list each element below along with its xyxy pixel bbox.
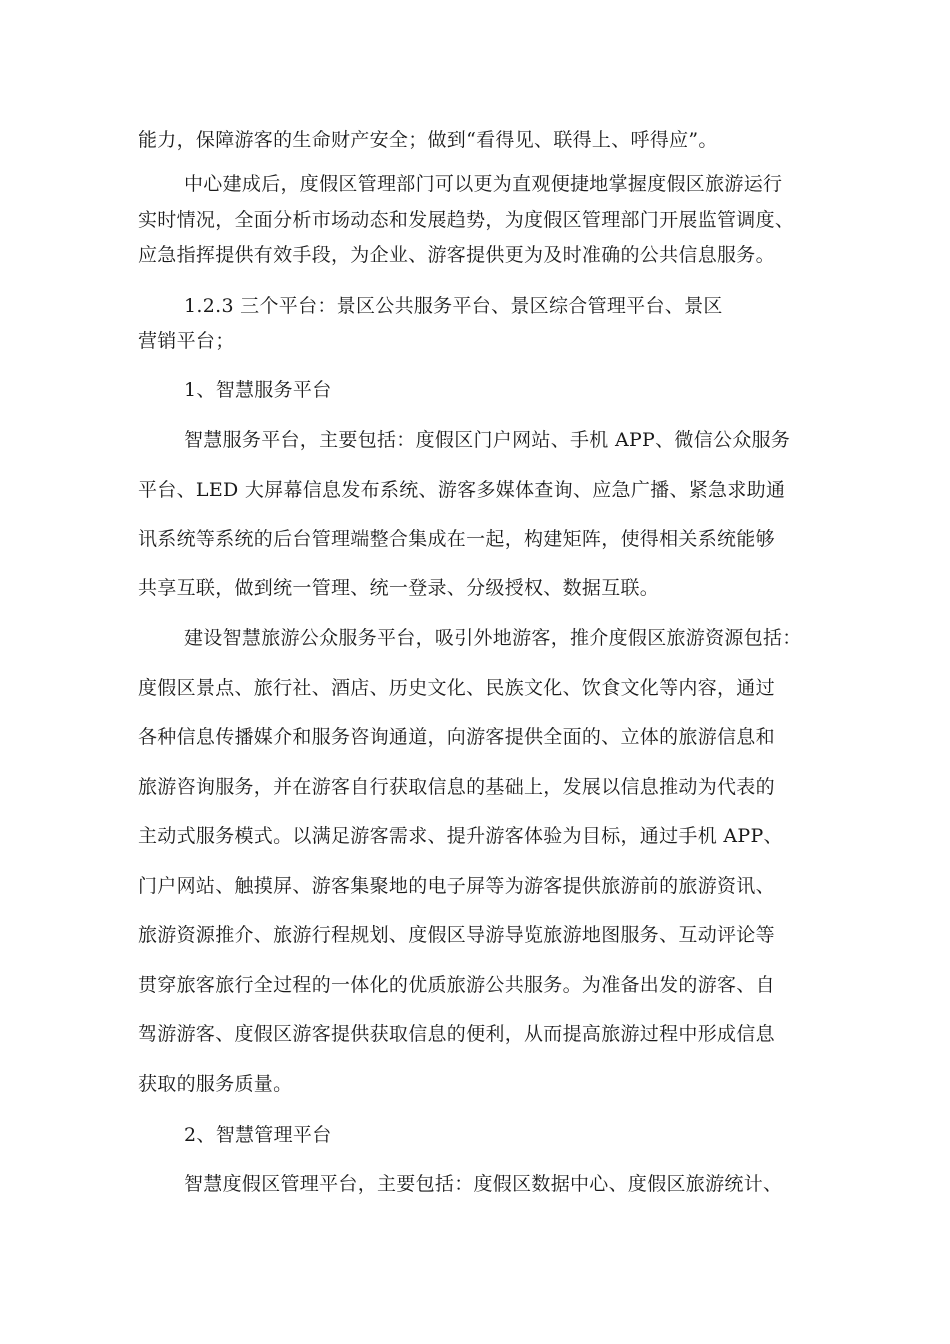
text-line: 贯穿旅客旅行全过程的一体化的优质旅游公共服务。为准备出发的游客、自 [138,974,775,996]
section-heading-continued: 营销平台； [138,330,235,352]
text-line: 驾游游客、度假区游客提供获取信息的便利，从而提高旅游过程中形成信息 [138,1023,775,1045]
text-line: 旅游咨询服务，并在游客自行获取信息的基础上，发展以信息推动为代表的 [138,776,775,798]
subsection-heading: 2、智慧管理平台 [184,1124,332,1146]
paragraph-first-line: 建设智慧旅游公众服务平台，吸引外地游客，推介度假区旅游资源包括： [184,627,802,649]
text-line: 门户网站、触摸屏、游客集聚地的电子屏等为游客提供旅游前的旅游资讯、 [138,875,775,897]
text-line: 应急指挥提供有效手段，为企业、游客提供更为及时准确的公共信息服务。 [138,244,775,266]
section-heading: 1.2.3 三个平台：景区公共服务平台、景区综合管理平台、景区 [184,295,723,317]
paragraph-first-line: 中心建成后，度假区管理部门可以更为直观便捷地掌握度假区旅游运行 [184,173,783,195]
text-line: 共享互联，做到统一管理、统一登录、分级授权、数据互联。 [138,577,660,599]
text-line: 实时情况，全面分析市场动态和发展趋势，为度假区管理部门开展监管调度、 [138,209,795,231]
text-line: 度假区景点、旅行社、酒店、历史文化、民族文化、饮食文化等内容，通过 [138,677,775,699]
text-line: 平台、LED 大屏幕信息发布系统、游客多媒体查询、应急广播、紧急求助通 [138,479,786,501]
paragraph-first-line: 智慧度假区管理平台，主要包括：度假区数据中心、度假区旅游统计、 [184,1173,783,1195]
paragraph-first-line: 智慧服务平台，主要包括：度假区门户网站、手机 APP、微信公众服务 [184,429,791,451]
text-line: 获取的服务质量。 [138,1073,293,1095]
text-line: 各种信息传播媒介和服务咨询通道，向游客提供全面的、立体的旅游信息和 [138,726,775,748]
text-line: 旅游资源推介、旅游行程规划、度假区导游导览旅游地图服务、互动评论等 [138,924,775,946]
text-line: 讯系统等系统的后台管理端整合集成在一起，构建矩阵，使得相关系统能够 [138,528,775,550]
text-line: 主动式服务模式。以满足游客需求、提升游客体验为目标，通过手机 APP、 [138,825,783,847]
subsection-heading: 1、智慧服务平台 [184,379,332,401]
text-line: 能力，保障游客的生命财产安全；做到“看得见、联得上、呼得应”。 [138,129,718,151]
